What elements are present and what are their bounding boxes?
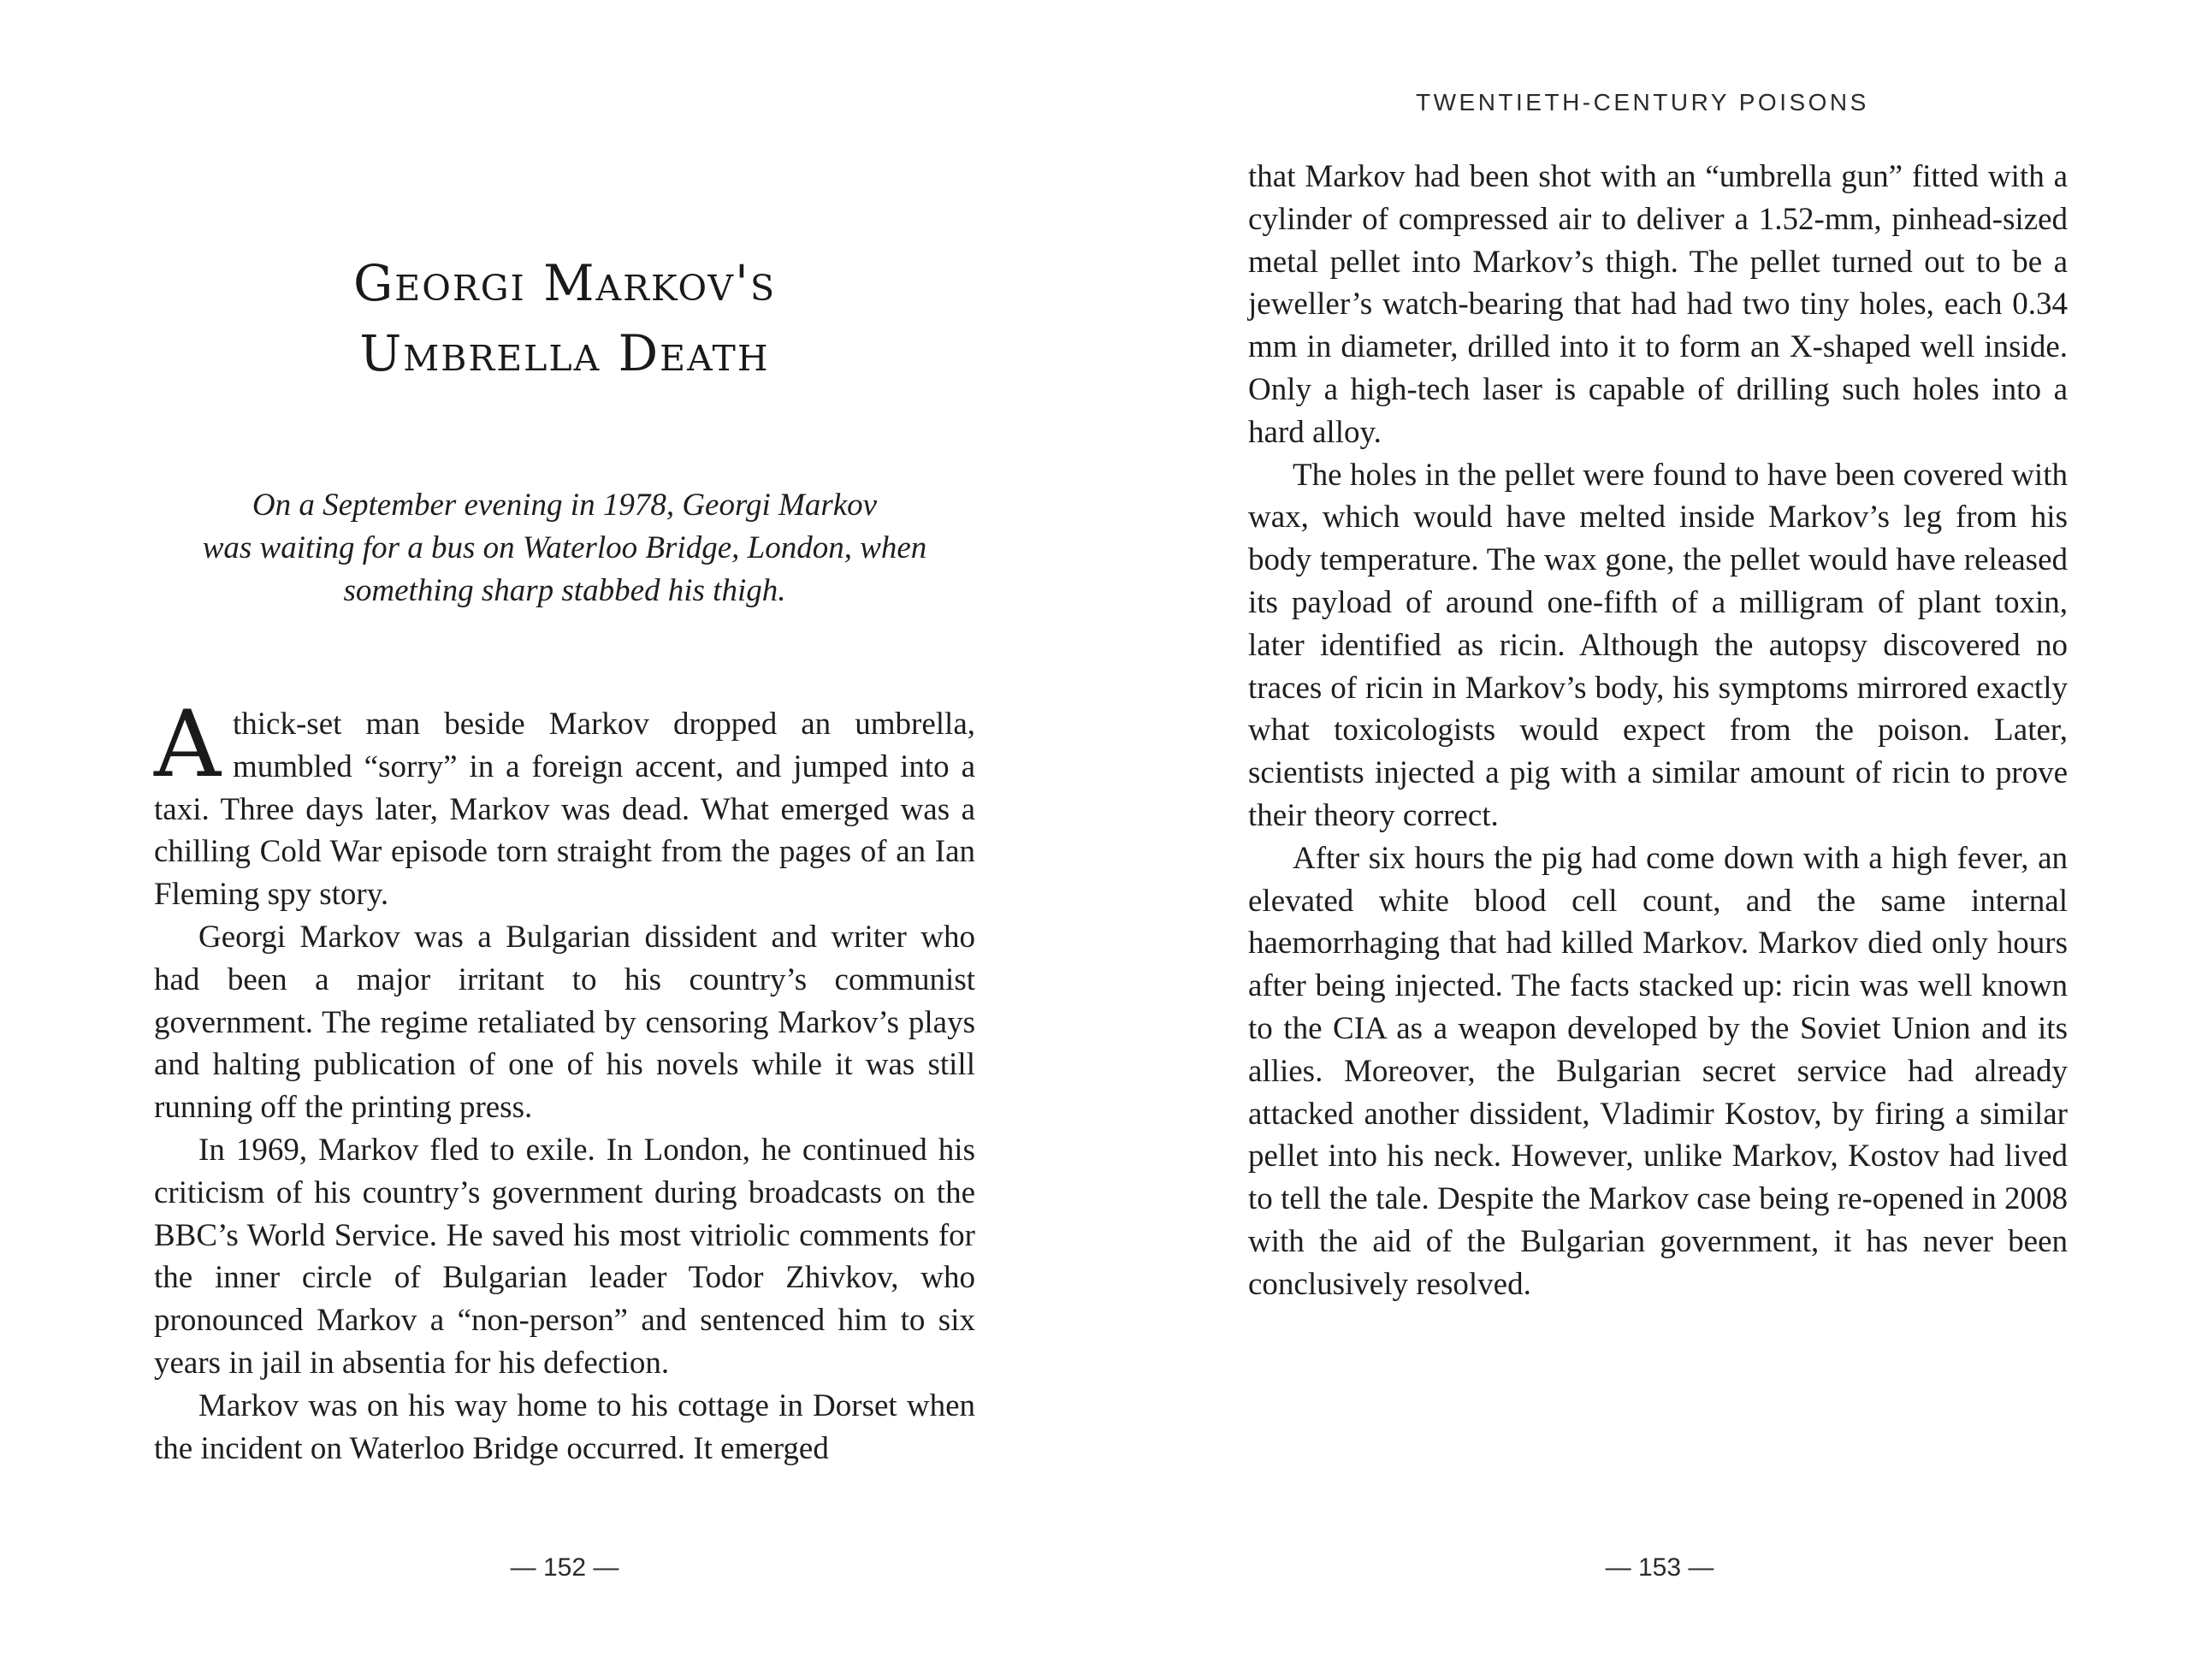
paragraph-continued: that Markov had been shot with an “umbrella gun” fitted with a cylinder of compressed air to deliver a 1.52-mm, pinhead-sized metal pellet into Markov’s thigh. The pellet turned out to be a jeweller’s watch-bearing that had had two tiny holes, each 0.34 mm in diameter, drilled into it to form an X-shaped well inside. Only a high-tech laser is capable of drilling such holes into a hard alloy. — [1248, 159, 2068, 450]
right-body-text — [1248, 156, 2068, 1306]
intro-line-3: something sharp stabbed his thigh. — [343, 573, 786, 608]
intro-line-2: was waiting for a bus on Waterloo Bridge, London, when — [202, 530, 927, 565]
paragraph-1-text: thick-set man beside Markov dropped an umbrella, mumbled “sorry” in a foreign accent, and jumped into a taxi. Three days later, Markov was dead. What emerged was a chilling Cold War episode torn straight from the pages of an Ian Fleming spy story. — [154, 707, 975, 913]
left-body-text — [154, 691, 975, 1470]
page-number-left: — 152 — — [510, 1553, 619, 1582]
paragraph-1 — [154, 691, 975, 916]
chapter-title-line-2: Umbrella Death — [359, 324, 770, 382]
paragraph-6: After six hours the pig had come down with a high fever, an elevated white blood cell count, and the same internal haemorrhaging that had killed Markov. Markov died only hours after being injected. The facts stacked up: ricin was well known to the CIA as a weapon developed by the Soviet Union and its allies. Moreover, the Bulgarian secret service had already attacked another dissident, Vladimir Kostov, by firing a similar pellet into his neck. However, unlike Markov, Kostov had lived to tell the tale. Despite the Markov case being re-opened in 2008 with the aid of the Bulgarian government, it has never been conclusively resolved. — [1248, 840, 2068, 1302]
chapter-title-line-1: Georgi Markov's — [352, 254, 777, 312]
paragraph-3: In 1969, Markov fled to exile. In London, he continued his criticism of his country’s government during broadcasts on the BBC’s World Service. He saved his most vitriolic comments for the inner circle of Bulgarian leader Todor Zhivkov, who pronounced Markov a “non-person” and sentenced him to six years in jail in absentia for his defection. — [154, 1132, 975, 1381]
page-number-right: — 153 — — [1605, 1553, 1714, 1582]
chapter-title — [154, 248, 975, 388]
paragraph-4: Markov was on his way home to his cottage in Dorset when the incident on Waterloo Bridge occurred. It emerged — [154, 1387, 975, 1466]
running-head: TWENTIETH-CENTURY POISONS — [1416, 89, 1869, 115]
chapter-intro — [154, 484, 975, 612]
drop-cap: A — [154, 691, 221, 798]
paragraph-5: The holes in the pellet were found to have been covered with wax, which would have melted inside Markov’s leg from his body temperature. The wax gone, the pellet would have released its payload of around one-fifth of a milligram of plant toxin, later identified as ricin. Although the autopsy discovered no traces of ricin in Markov’s body, his symptoms mirrored exactly what toxicologists would expect from the poison. Later, scientists injected a pig with a similar amount of ricin to prove their theory correct. — [1248, 457, 2068, 833]
intro-line-1: On a September evening in 1978, Georgi Markov — [252, 488, 878, 523]
paragraph-2: Georgi Markov was a Bulgarian dissident and writer who had been a major irritant to his country’s communist government. The regime retaliated by censoring Markov’s plays and halting publication of one of his novels while it was still running off the printing press. — [154, 919, 975, 1126]
